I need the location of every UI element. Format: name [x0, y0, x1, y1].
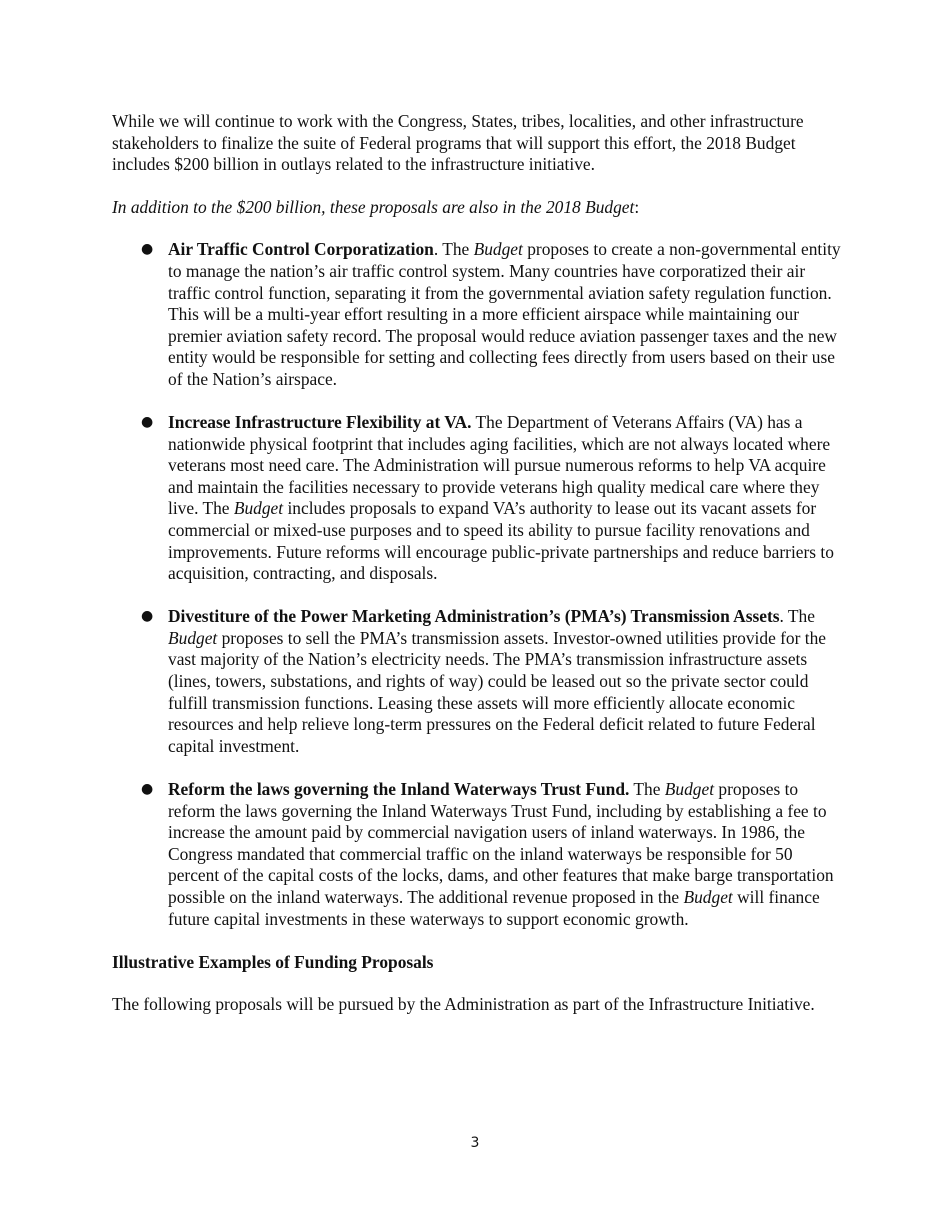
lead-colon: : [634, 196, 640, 217]
bullet-icon: ● [141, 608, 154, 625]
bullet-text: The [438, 239, 474, 260]
bullet-emphasis: Budget [168, 627, 218, 648]
bullet-title-punct: . [433, 239, 439, 260]
list-item-waterways [112, 779, 842, 930]
document-page [112, 111, 842, 1016]
bullet-title: Air Traffic Control Corporatization [168, 239, 434, 260]
intro-paragraph: While we will continue to work with the Congress, States, tribes, localities, and other infrastructure stakeholders to finalize the suite of Federal programs that will support this effort, the 2018 Budget includes $200 billion in outlays related to the infrastructure initiative. [112, 111, 804, 175]
bullet-text: The [783, 606, 815, 627]
bullet-title: Divestiture of the Power Marketing Administration’s (PMA’s) Transmission Assets [168, 606, 780, 627]
bullet-text: The Department of Veterans Affairs (VA) has a nationwide physical footprint that includes aging facilities, which are not always located where veterans most need care. The Administration will pursue numerous reforms to help VA acquire and maintain the facilities necessary to provide veterans high quality medical care where they live. The [168, 412, 831, 519]
bullet-text: includes proposals to expand VA’s authority to lease out its vacant assets for commercial or mixed-use purposes and to speed its ability to pursue facility renovations and improvements. Future reforms will encourage public-private partnerships and reduce barriers to acquisition, contracting, and disposals. [168, 498, 834, 584]
bullet-text: proposes to create a non-governmental entity to manage the nation’s air traffic control system. Many countries have corporatized their air traffic control function, separating it from the governmental aviation safety regulation function. This will be a multi-year effort resulting in a more efficient airspace while maintaining our premier aviation safety record. The proposal would reduce aviation passenger taxes and the new entity would be responsible for setting and collecting fees directly from users based on their use of the Nation’s airspace. [168, 239, 841, 389]
bullet-title: Reform the laws governing the Inland Waterways Trust Fund. [168, 778, 630, 799]
bullet-text: proposes to sell the PMA’s transmission assets. Investor-owned utilities provide for the vast majority of the Nation’s electricity needs. The PMA’s transmission infrastructure assets (lines, towers, substations, and rights of way) could be leased out so the private sector could fulfill transmission functions. Leasing these assets will more efficiently allocate economic resources and help relieve long-term pressures on the Federal deficit related to future Federal capital investment. [168, 627, 827, 756]
bullet-text: The [629, 778, 665, 799]
list-item-pma [112, 606, 842, 757]
bullet-emphasis: Budget [683, 886, 733, 907]
lead-paragraph [112, 197, 842, 219]
lead-text: In addition to the $200 billion, these proposals are also in the 2018 Budget [112, 196, 635, 217]
page-number: 3 [470, 1135, 480, 1151]
list-item-atc [112, 239, 842, 390]
list-item-va [112, 412, 842, 585]
bullet-text: proposes to reform the laws governing the Inland Waterways Trust Fund, including by establishing a fee to increase the amount paid by commercial navigation users of inland waterways. In 1986, the Congress mandated that commercial traffic on the inland waterways be responsible for 50 percent of the capital costs of the locks, dams, and other features that make barge transportation possible on the inland waterways. The additional revenue proposed in the [168, 778, 834, 907]
closing-paragraph: The following proposals will be pursued by the Administration as part of the Infrastructure Initiative. [112, 994, 815, 1015]
bullet-emphasis: Budget [664, 778, 715, 799]
bullet-title: Increase Infrastructure Flexibility at VA. [168, 412, 472, 433]
bullet-icon: ● [141, 780, 154, 797]
bullet-emphasis: Budget [473, 239, 523, 260]
bullet-text: will finance future capital investments in these waterways to support economic growth. [168, 886, 820, 929]
section-heading: Illustrative Examples of Funding Proposals [112, 951, 434, 972]
bullet-emphasis: Budget [233, 498, 284, 519]
proposal-list [112, 239, 842, 930]
bullet-icon: ● [141, 414, 154, 431]
bullet-title-punct: . [779, 606, 784, 627]
bullet-icon: ● [141, 241, 154, 258]
